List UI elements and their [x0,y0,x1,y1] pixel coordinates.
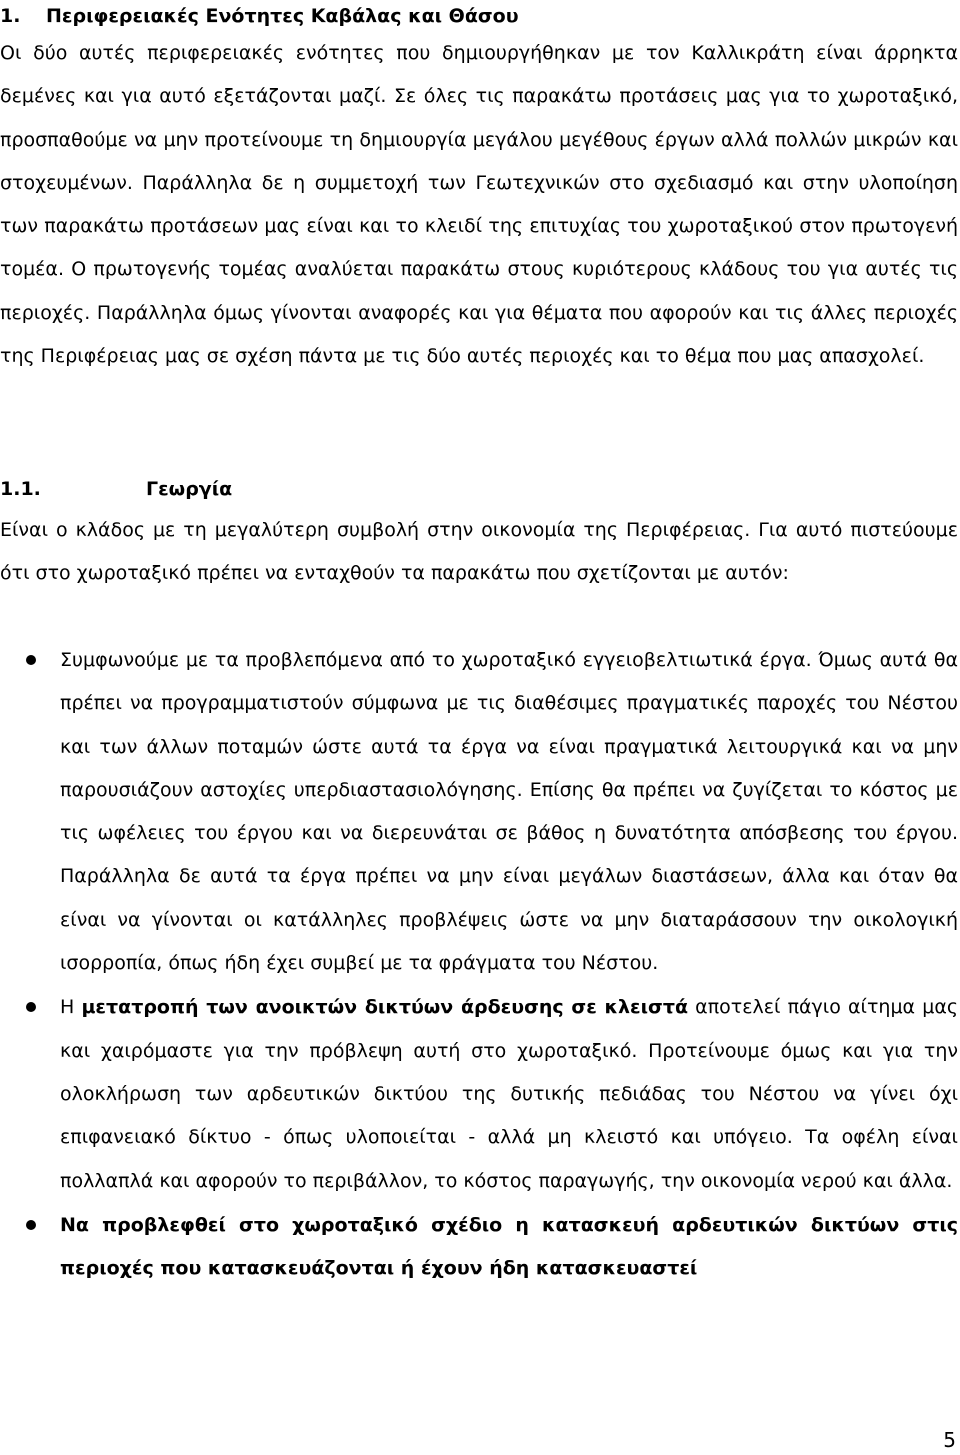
list-item-text-prefix: Η [60,996,82,1019]
page-number: 5 [943,1428,956,1452]
bullet-list [0,639,958,1291]
list-item [0,1204,958,1291]
subsection-title: Γεωργία [146,478,233,500]
bullet-icon [26,1002,36,1012]
bullet-icon [26,1220,36,1230]
section-number: 1. [0,5,21,27]
list-item-bold-text: μετατροπή των ανοικτών δικτύων άρδευσης σε κλειστά [81,996,689,1019]
section-intro-paragraph: Οι δύο αυτές περιφερειακές ενότητες που δημιουργήθηκαν με τον Καλλικράτη είναι άρρηκτα δεμένες και για αυτό εξετάζονται μαζί. Σε όλες τις παρακάτω προτάσεις μας για το χωροταξικό, προσπαθούμε να μην προτείνουμε τη δημιουργία μεγάλου μεγέθους έργων αλλά πολλών μικρών και στοχευμένων. Παράλληλα δε η συμμετοχή των Γεωτεχνικών στο σχεδιασμό και στην υλοποίηση των παρακάτω προτάσεων μας είναι και το κλειδί της επιτυχίας του χωροταξικού στον πρωτογενή τομέα. Ο πρωτογενής τομέας αναλύεται παρακάτω στους κυριότερους κλάδους του για αυτές τις περιοχές. Παράλληλα όμως γίνονται αναφορές και για θέματα που αφορούν και τις άλλες περιοχές της Περιφέρειας μας σε σχέση πάντα με τις δύο αυτές περιοχές και το θέμα που μας απασχολεί. [0,42,958,368]
list-item-bold-text: Να προβλεφθεί στο χωροταξικό σχέδιο η κατασκευή αρδευτικών δικτύων στις περιοχές που κατασκευάζονται ή έχουν ήδη κατασκευαστεί [60,1213,958,1280]
list-item [0,986,958,1202]
subsection-heading [0,474,960,504]
section-heading [0,3,960,29]
subsection-number: 1.1. [0,478,41,500]
section-title: Περιφερειακές Ενότητες Καβάλας και Θάσου [46,5,519,27]
list-item-text-suffix: αποτελεί πάγιο αίτημα μας και χαιρόμαστε για την πρόβλεψη αυτή στο χωροταξικό. Προτείνουμε όμως και για την ολοκλήρωση των αρδευτικών δικτύου της δυτικής πεδιάδας του Νέστου να γίνει όχι επιφανειακό δίκτυο - όπως υλοποιείται - αλλά μη κλειστό και υπόγειο. Τα οφέλη είναι πολλαπλά και αφορούν το περιβάλλον, το κόστος παραγωγής, την οικονομία νερού και άλλα. [60,996,958,1192]
subsection-intro-paragraph: Είναι ο κλάδος με τη μεγαλύτερη συμβολή στην οικονομία της Περιφέρειας. Για αυτό πιστεύουμε ότι στο χωροταξικό πρέπει να ενταχθούν τα παρακάτω που σχετίζονται με αυτόν: [0,519,958,585]
list-item-text: Συμφωνούμε με τα προβλεπόμενα από το χωροταξικό εγγειοβελτιωτικά έργα. Όμως αυτά θα πρέπει να προγραμματιστούν σύμφωνα με τις διαθέσιμες πραγματικές παροχές του Νέστου και των άλλων ποταμών ώστε αυτά τα έργα να είναι πραγματικά λειτουργικά και να μην παρουσιάζουν αστοχίες υπερδιαστασιολόγησης. Επίσης θα πρέπει να ζυγίζεται το κόστος με τις ωφέλειες του έργου και να διερευνάται σε βάθος η δυνατότητα απόσβεσης του έργου. Παράλληλα δε αυτά τα έργα πρέπει να μην είναι μεγάλων διαστάσεων, άλλα και όταν θα είναι να γίνονται οι κατάλληλες προβλέψεις ώστε να μην διαταράσσουν την οικολογική ισορροπία, όπως ήδη έχει συμβεί με τα φράγματα του Νέστου. [60,649,958,975]
list-item [0,639,958,985]
bullet-icon [26,655,36,665]
